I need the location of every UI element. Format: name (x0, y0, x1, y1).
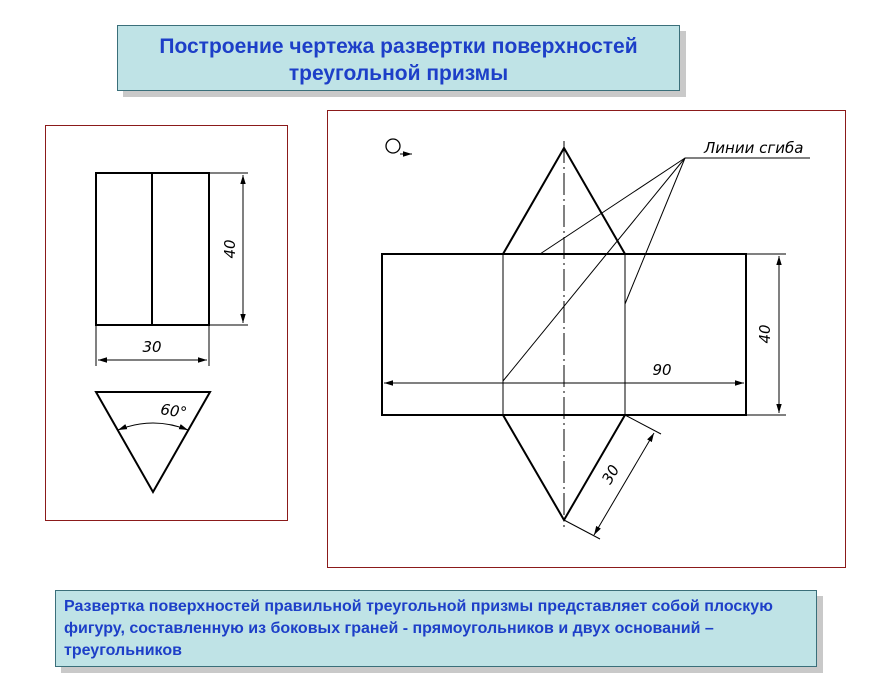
title-line-2: треугольной призмы (288, 62, 509, 85)
side-dim-line (594, 433, 654, 535)
length-dim-label: 90 (652, 361, 672, 379)
angle-dim-label: 60° (159, 400, 189, 422)
development-panel (327, 110, 846, 568)
ext-line (625, 415, 661, 434)
orthographic-views-drawing (46, 126, 289, 522)
orthographic-views-panel (45, 125, 288, 521)
leader-line (503, 158, 685, 381)
fold-lines-annotation: Линии сгиба (704, 139, 804, 157)
angle-arc (118, 423, 188, 430)
title-line-1: Построение чертежа развертки поверхностей (159, 35, 638, 58)
caption-box (55, 590, 817, 667)
width-dim-label: 30 (142, 338, 162, 356)
side-dim-label: 30 (598, 461, 624, 488)
leader-line (540, 158, 685, 254)
ext-line (564, 520, 600, 539)
leader-line (625, 158, 685, 304)
caption-text: Развертка поверхностей правильной треугольной призмы представляет собой плоскую фигуру, составленную из боковых граней - прямоугольников и двух оснований – треугольников (64, 598, 773, 659)
title-box (117, 25, 680, 91)
unfold-symbol-icon (386, 139, 400, 153)
height-dim-label: 40 (756, 324, 774, 344)
development-drawing (328, 111, 847, 569)
height-dim-label: 40 (221, 239, 239, 259)
top-view-triangle (96, 392, 210, 492)
